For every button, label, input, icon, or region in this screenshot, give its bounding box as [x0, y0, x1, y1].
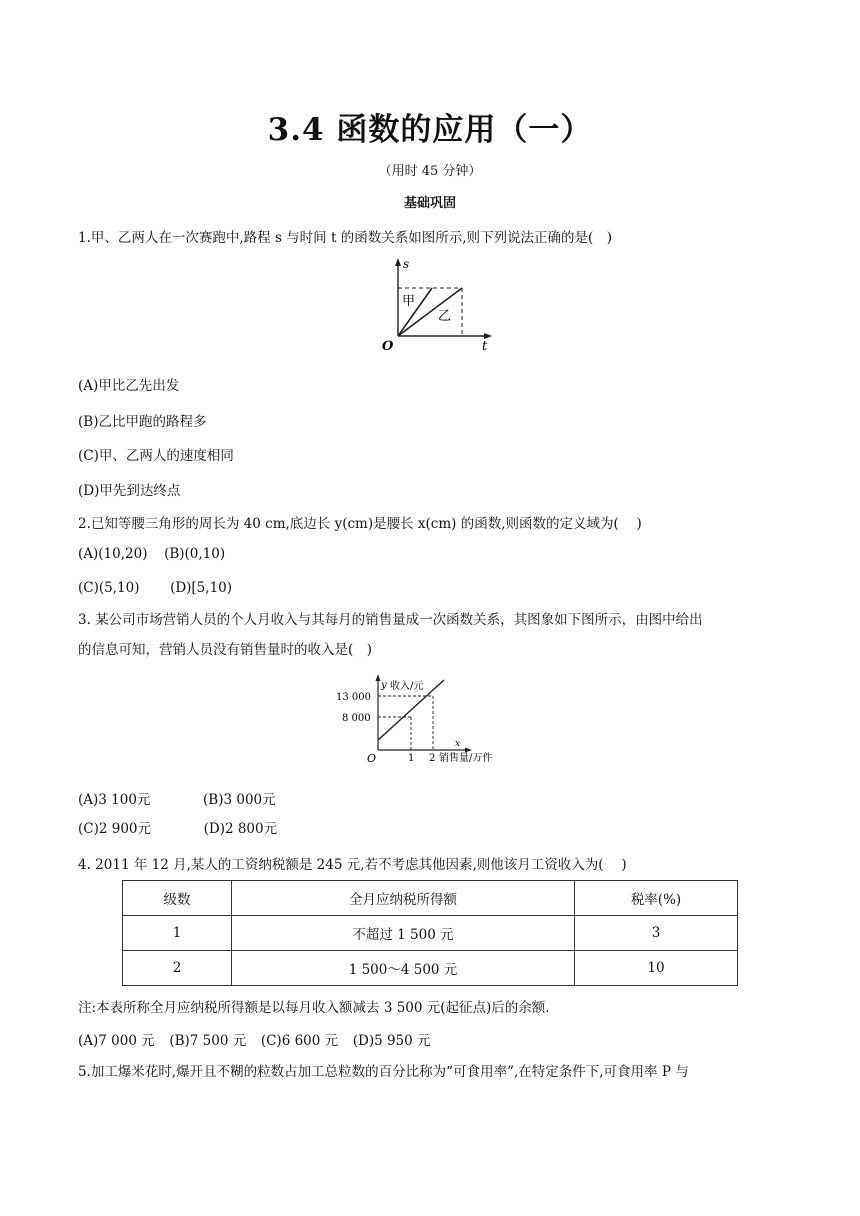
- q1-option-b: (B)乙比甲跑的路程多: [78, 414, 207, 430]
- table-header-cell: 全月应纳税所得额: [232, 881, 575, 916]
- q1-label-b: 乙: [438, 309, 452, 324]
- q3-y-arrow: [376, 674, 381, 681]
- q3-stem-line1: 3. 某公司市场营销人员的个人月收入与其每月的销售量成一次函数关系，其图象如下图所示，由图中给出: [78, 612, 703, 628]
- page-title: 3.4 函数的应用（一）: [267, 112, 593, 148]
- q1-label-a: 甲: [402, 294, 416, 309]
- tax-rate-table: [122, 880, 738, 986]
- q2-options-row1: [78, 546, 225, 562]
- table-header-cell: 税率(%): [575, 881, 738, 916]
- q1-y-label: s: [403, 257, 410, 271]
- q3-y-tick-13000: 13 000: [336, 692, 371, 703]
- table-header-cell: 级数: [123, 881, 232, 916]
- q4-stem: 4. 2011 年 12 月,某人的工资纳税额是 245 元,若不考虑其他因素,则他该月工资收入为( ): [78, 857, 627, 873]
- q4-options-row: [78, 1029, 431, 1049]
- table-cell: 不超过 1 500 元: [232, 916, 575, 951]
- q3-option-a: (A)3 100元: [78, 792, 151, 808]
- q5-stem: 5.加工爆米花时,爆开且不糊的粒数占加工总粒数的百分比称为“可食用率”,在特定条件下,可食用率 P 与: [78, 1064, 689, 1080]
- q2-option-c: (C)(5,10): [78, 580, 140, 596]
- q4-option-b: (B)7 500 元: [169, 1033, 247, 1049]
- q1-stem: 1.甲、乙两人在一次赛跑中,路程 s 与时间 t 的函数关系如图所示,则下列说法正确的是( ): [78, 230, 613, 246]
- table-header-row: [123, 881, 738, 916]
- table-cell: 2: [123, 951, 232, 986]
- table-cell: 1: [123, 916, 232, 951]
- q3-y-title: 收入/元: [390, 681, 424, 692]
- q1-x-label: t: [482, 339, 488, 354]
- q3-figure: [336, 672, 522, 768]
- q1-origin-label: O: [382, 339, 394, 354]
- q3-y-tick-8000: 8 000: [342, 713, 371, 724]
- table-cell: 1 500～4 500 元: [232, 951, 575, 986]
- q1-option-c: (C)甲、乙两人的速度相同: [78, 448, 234, 464]
- table-cell: 10: [575, 951, 738, 986]
- q3-stem-line2: 的信息可知，营销人员没有销售量时的收入是( ): [78, 642, 373, 658]
- q4-note: 注:本表所称全月应纳税所得额是以每月收入额减去 3 500 元(起征点)后的余额.: [78, 1000, 550, 1016]
- q2-options-row2: [78, 580, 232, 596]
- q3-y-label: y: [381, 680, 387, 691]
- table-row: [123, 916, 738, 951]
- q3-option-b: (B)3 000元: [203, 792, 276, 808]
- q2-stem: 2.已知等腰三角形的周长为 40 cm,底边长 y(cm)是腰长 x(cm) 的函数,则函数的定义域为( ): [78, 516, 642, 532]
- q2-option-a: (A)(10,20): [78, 546, 148, 562]
- q1-option-a: (A)甲比乙先出发: [78, 378, 180, 394]
- q3-origin-label: O: [367, 752, 377, 765]
- q4-option-c: (C)6 600 元: [260, 1033, 339, 1049]
- q3-x-title: 销售量/万件: [439, 753, 493, 764]
- q3-x-arrow: [465, 748, 472, 753]
- q3-x-tick-2: 2: [429, 753, 436, 764]
- q2-option-d: (D)[5,10): [170, 580, 233, 596]
- q3-options-row1: [78, 788, 276, 808]
- q3-options-row2: [78, 817, 277, 837]
- q4-option-a: (A)7 000 元: [78, 1033, 155, 1049]
- section-heading: 基础巩固: [403, 196, 456, 211]
- q1-option-d: (D)甲先到达终点: [78, 483, 181, 499]
- q3-x-tick-1: 1: [408, 753, 415, 764]
- q3-option-d: (D)2 800元: [203, 821, 278, 837]
- q4-option-d: (D)5 950 元: [352, 1033, 431, 1049]
- table-cell: 3: [575, 916, 738, 951]
- table-row: [123, 951, 738, 986]
- q2-option-b: (B)(0,10): [164, 546, 226, 562]
- q3-x-label: x: [455, 739, 461, 749]
- q3-option-c: (C)2 900元: [78, 821, 152, 837]
- q1-y-arrow: [395, 258, 401, 266]
- q1-figure: [376, 254, 496, 354]
- time-note: （用时 45 分钟）: [378, 164, 482, 179]
